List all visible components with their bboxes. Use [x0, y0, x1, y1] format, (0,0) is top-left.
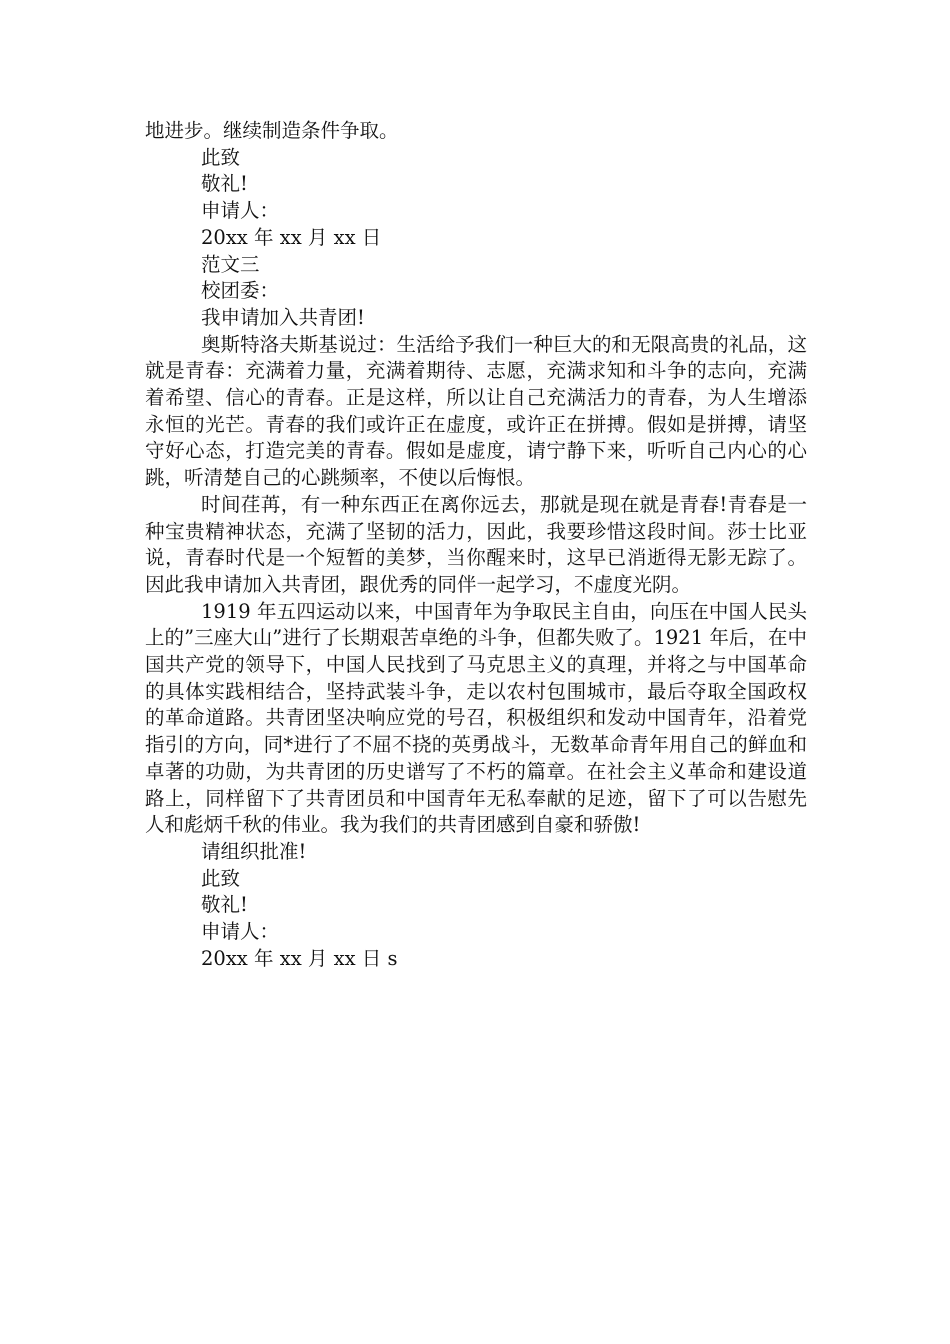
date-line: 20xx 年 xx 月 xx 日 — [201, 225, 382, 249]
addressee: 校团委： — [201, 279, 280, 303]
closing-salutation: 此致 — [201, 145, 241, 169]
application-statement: 我申请加入共青团! — [201, 305, 365, 329]
continuation-line: 地进步。继续制造条件争取。 — [145, 119, 399, 142]
closing-regards-2: 敬礼! — [201, 893, 248, 917]
applicant-label-2: 申请人： — [201, 920, 280, 944]
paragraph-youth: 奥斯特洛夫斯基说过：生活给予我们一种巨大的和无限高贵的礼品，这就是青春：充满着力量，充满着期待、志愿，充满求知和斗争的志向，充满着希望、信心的青春。正是这样，所以让自己充满活力的青春，为人生增添永恒的光芒。青春的我们或许正在虚度，或许正在拼搏。假如是拼搏，请坚守好心态，打造完美的青春。假如是虚度，请宁静下来，听听自己内心的心跳，听清楚自己的心跳频率，不使以后悔恨。 — [145, 332, 807, 490]
section-title: 范文三 — [201, 252, 260, 276]
paragraph-history: 1919 年五四运动以来，中国青年为争取民主自由，向压在中国人民头上的”三座大山”进行了长期艰苦卓绝的斗争，但都失败了。1921 年后，在中国共产党的领导下，中国人民找到了马克思主义的真理，并将之与中国革命的具体实践相结合，坚持武装斗争，走以农村包围城市，最后夺取全国政权的革命道路。共青团坚决响应党的号召，积极组织和发动中国青年，沿着党指引的方向，同*进行了不屈不挠的英勇战斗，无数革命青年用自己的鲜血和卓著的功勋，为共青团的历史谱写了不朽的篇章。在社会主义革命和建设道路上，同样留下了共青团员和中国青年无私奉献的足迹，留下了可以告慰先人和彪炳千秋的伟业。我为我们的共青团感到自豪和骄傲! — [145, 599, 807, 837]
date-line-2: 20xx 年 xx 月 xx 日 s — [201, 946, 398, 970]
approval-request: 请组织批准! — [201, 839, 307, 863]
document-body — [145, 118, 807, 973]
closing-regards: 敬礼! — [201, 172, 248, 196]
closing-salutation-2: 此致 — [201, 866, 241, 890]
paragraph-time: 时间荏苒，有一种东西正在离你远去，那就是现在就是青春!青春是一种宝贵精神状态，充满了坚韧的活力，因此，我要珍惜这段时间。莎士比亚说，青春时代是一个短暂的美梦，当你醒来时，这早已消逝得无影无踪了。因此我申请加入共青团，跟优秀的同伴一起学习，不虚度光阴。 — [145, 492, 807, 596]
applicant-label: 申请人： — [201, 199, 280, 223]
